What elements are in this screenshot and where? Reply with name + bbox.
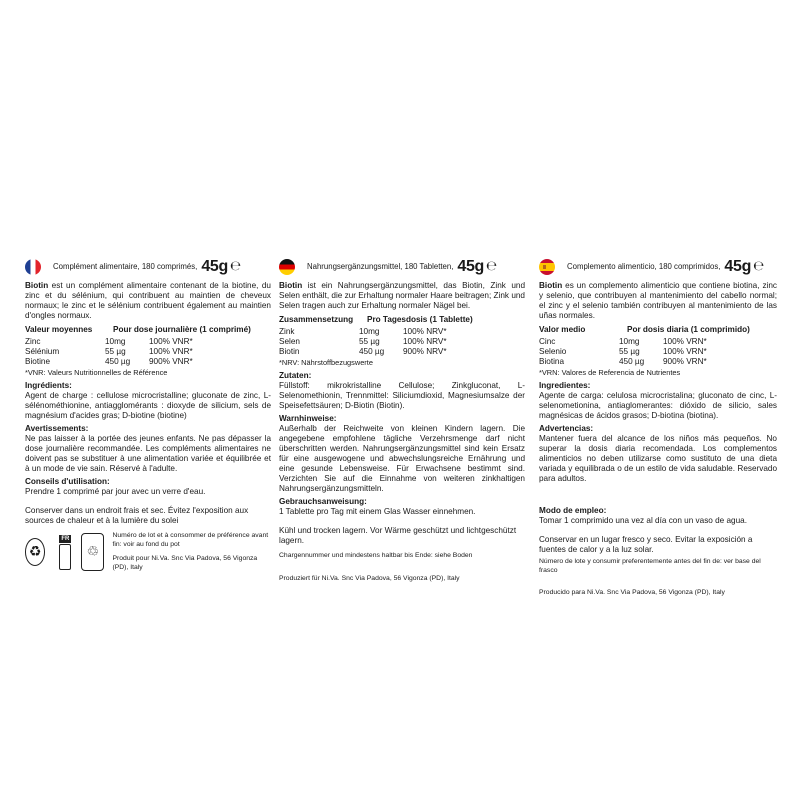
nutrient-quantity: 450 µg bbox=[105, 357, 131, 366]
usage-text: 1 Tablette pro Tag mit einem Glas Wasser einnehmen. bbox=[279, 507, 476, 516]
column-spanish bbox=[539, 258, 777, 598]
nutrient-percent: 900% VRN* bbox=[663, 357, 707, 366]
usage-heading: Conseils d'utilisation: bbox=[25, 477, 110, 486]
nutrient-percent: 100% VNR* bbox=[149, 347, 193, 356]
usage-text: Tomar 1 comprimido una vez al día con un vaso de agua. bbox=[539, 516, 747, 525]
nutrient-quantity: 10mg bbox=[105, 337, 126, 346]
col-header-values: Valor medio bbox=[539, 325, 586, 334]
nutrient-name: Biotine bbox=[25, 357, 51, 366]
product-title: Nahrungsergänzungsmittel, 180 Tabletten, bbox=[307, 262, 454, 271]
net-weight: 45g bbox=[457, 258, 485, 275]
nutrient-quantity: 450 µg bbox=[619, 357, 645, 366]
ingredients-heading: Ingredientes: bbox=[539, 381, 591, 390]
lot-info: Numéro de lot et à consommer de préférence avant fin: voir au fond du pot bbox=[112, 532, 269, 548]
france-flag-icon bbox=[25, 259, 41, 275]
nutrient-percent: 100% VRN* bbox=[663, 337, 707, 346]
brand-name: Biotin bbox=[539, 281, 563, 290]
reference-note: *NRV: Nährstoffbezugswerte bbox=[279, 358, 373, 367]
spain-flag-icon bbox=[539, 259, 555, 275]
nutrient-percent: 100% VNR* bbox=[149, 337, 193, 346]
intro-text: est un complément alimentaire contenant de la biotine, du zinc et du sélénium, qui contribuent au maintien de cheveux normaux; le zinc et le sélénium contribuent également au maintien d'ongles normaux. bbox=[25, 281, 271, 320]
nutrition-table-header bbox=[539, 325, 777, 335]
estimated-sign-icon: ℮ bbox=[229, 259, 242, 274]
nutrient-name: Biotina bbox=[539, 357, 565, 366]
table-row bbox=[25, 347, 271, 357]
table-row bbox=[539, 347, 777, 357]
recycling-info bbox=[25, 532, 271, 572]
nutrient-name: Zink bbox=[279, 327, 295, 336]
intro-text: ist ein Nahrungsergänzungsmittel, das Biotin, Zink und Selen enthält, die zur Erhaltung normaler Haare beitragen; Zink und Selen tragen auch zur Erhaltung normaler Nägel bei. bbox=[279, 281, 525, 310]
reference-note: *VNR: Valeurs Nutritionnelles de Référence bbox=[25, 368, 168, 377]
nutrient-quantity: 55 µg bbox=[105, 347, 126, 356]
ingredients-text: Füllstoff: mikrokristalline Cellulose; Zinkgluconat, L-Selenomethionin, Trennmittel: Siliciumdioxid, Magnesiumsalze der Speisefettsäuren; D-Biotin (Biotin). bbox=[279, 381, 525, 410]
storage-text: Kühl und trocken lagern. Vor Wärme geschützt und lichtgeschützt lagern. bbox=[279, 526, 517, 545]
intro-paragraph bbox=[539, 281, 777, 321]
producer-info: Produit pour Ni.Va. Snc Via Padova, 56 Vigonza (PD), Italy bbox=[112, 555, 258, 571]
product-title: Complément alimentaire, 180 comprimés, bbox=[53, 262, 198, 271]
col-header-values: Zusammensetzung bbox=[279, 315, 354, 324]
intro-text: es un complemento alimenticio que contiene biotina, zinc y selenio, que contribuyen al mantenimiento del cabello normal; el zinc y el selenio también contribuyen al mantenimiento de las uñas normales. bbox=[539, 281, 777, 320]
nutrition-table bbox=[279, 315, 525, 357]
reference-note: *VRN: Valores de Referencia de Nutrientes bbox=[539, 368, 681, 377]
lot-info: Número de lote y consumir preferentemente antes del fin de: ver base del frasco bbox=[539, 558, 761, 574]
nutrient-quantity: 10mg bbox=[619, 337, 640, 346]
table-row bbox=[25, 357, 271, 367]
estimated-sign-icon: ℮ bbox=[486, 259, 498, 274]
bottle-label: FR bbox=[61, 535, 70, 542]
nutrient-percent: 100% NRV* bbox=[403, 327, 447, 336]
warnings-text: Ne pas laisser à la portée des jeunes enfants. Ne pas dépasser la dose journalière recommandée. Les compléments alimentaires ne doivent pas se substituer à une alimentation variée et équilibrée et à un mode de vie sain. Réservé à l'adulte. bbox=[25, 434, 271, 473]
brand-name: Biotin bbox=[25, 281, 49, 290]
ingredients-heading: Zutaten: bbox=[279, 371, 312, 380]
table-row bbox=[279, 327, 525, 337]
nutrient-quantity: 55 µg bbox=[359, 337, 380, 346]
header-french bbox=[25, 258, 271, 276]
nutrient-quantity: 55 µg bbox=[619, 347, 640, 356]
ingredients-heading: Ingrédients: bbox=[25, 381, 72, 390]
warnings-heading: Avertissements: bbox=[25, 424, 89, 433]
header-german bbox=[279, 258, 525, 276]
nutrient-name: Zinc bbox=[25, 337, 41, 346]
nutrition-table-header bbox=[279, 315, 525, 325]
nutrient-name: Selen bbox=[279, 337, 300, 346]
table-row bbox=[279, 337, 525, 347]
recycle-bin-icon: ♲ bbox=[81, 533, 104, 571]
intro-paragraph bbox=[279, 281, 525, 311]
nutrient-percent: 100% VRN* bbox=[663, 347, 707, 356]
col-header-values: Valeur moyennes bbox=[25, 325, 93, 334]
col-header-dose: Por dosis diaria (1 comprimido) bbox=[627, 325, 750, 334]
estimated-sign-icon: ℮ bbox=[753, 259, 765, 274]
nutrient-name: Selenio bbox=[539, 347, 567, 356]
intro-paragraph bbox=[25, 281, 271, 321]
table-row bbox=[539, 357, 777, 367]
warnings-heading: Warnhinweise: bbox=[279, 414, 337, 423]
col-header-dose: Pro Tagesdosis (1 Tablette) bbox=[367, 315, 473, 324]
nutrient-percent: 100% NRV* bbox=[403, 337, 447, 346]
usage-heading: Modo de empleo: bbox=[539, 506, 607, 515]
brand-name: Biotin bbox=[279, 281, 303, 290]
bottle-icon bbox=[59, 535, 71, 570]
ingredients-text: Agente de carga: celulosa microcristalina; gluconato de cinc, L-selenometionina, antiaglomerantes: dióxido de silicio, sales magnésicas de ácidos grasos; D-biotina (biotina). bbox=[539, 391, 777, 420]
warnings-text: Mantener fuera del alcance de los niños más pequeños. No superar la dosis diaria recomendada. Los complementos alimenticios no deben utilizarse como sustituto de una dieta variada y equilibrada o de un estilo de vida saludable. Reservado para adultos. bbox=[539, 434, 777, 483]
warnings-text: Außerhalb der Reichweite von kleinen Kindern lagern. Die angegebene empfohlene tägliche Verzehrsmenge darf nicht überschritten werden. Nahrungsergänzungsmittel sind kein Ersatz für eine ausgewogene und abwechslungsreiche Ernährung und eine gesunde Lebensweise. Für Erwachsene bestimmt sind. Verzichten Sie auf die Einnahme von weiteren zinkhaltigen Nahrungsergänzungsmitteln. bbox=[279, 424, 525, 493]
ingredients-text: Agent de charge : cellulose microcristalline; gluconate de zinc, L-sélénométhionine, antiagglomérants : dioxyde de silicium, sels de magnésium d'acides gras; D-biotine (biotine) bbox=[25, 391, 271, 420]
nutrition-table bbox=[25, 325, 271, 367]
nutrient-name: Sélénium bbox=[25, 347, 60, 356]
column-german bbox=[279, 258, 525, 583]
recycling-person-icon: ♻ bbox=[25, 538, 45, 566]
nutrition-table-header bbox=[25, 325, 271, 335]
producer-info: Producido para Ni.Va. Snc Via Padova, 56 Vigonza (PD), Italy bbox=[539, 589, 725, 596]
product-title: Complemento alimenticio, 180 comprimidos, bbox=[567, 262, 721, 271]
icons-notes bbox=[112, 532, 271, 572]
lot-info: Chargennummer und mindestens haltbar bis Ende: siehe Boden bbox=[279, 552, 473, 559]
net-weight: 45g bbox=[724, 258, 752, 275]
table-row bbox=[279, 347, 525, 357]
col-header-dose: Pour dose journalière (1 comprimé) bbox=[113, 325, 251, 334]
storage-text: Conserver dans un endroit frais et sec. Évitez l'exposition aux sources de chaleur et à la lumière du solei bbox=[25, 506, 249, 525]
nutrient-percent: 900% VNR* bbox=[149, 357, 193, 366]
storage-text: Conservar en un lugar fresco y seco. Evitar la exposición a fuentes de calor y a la luz solar. bbox=[539, 535, 753, 554]
usage-text: Prendre 1 comprimé par jour avec un verre d'eau. bbox=[25, 487, 206, 496]
nutrient-quantity: 10mg bbox=[359, 327, 380, 336]
header-spanish bbox=[539, 258, 777, 276]
producer-info: Produziert für Ni.Va. Snc Via Padova, 56 Vigonza (PD), Italy bbox=[279, 574, 460, 582]
usage-heading: Gebrauchsanweisung: bbox=[279, 497, 367, 506]
nutrient-percent: 900% NRV* bbox=[403, 347, 447, 356]
nutrient-name: Biotin bbox=[279, 347, 300, 356]
nutrition-table bbox=[539, 325, 777, 367]
table-row bbox=[25, 337, 271, 347]
net-weight: 45g bbox=[201, 258, 228, 275]
warnings-heading: Advertencias: bbox=[539, 424, 594, 433]
column-french bbox=[25, 258, 271, 572]
table-row bbox=[539, 337, 777, 347]
germany-flag-icon bbox=[279, 259, 295, 275]
nutrient-name: Cinc bbox=[539, 337, 556, 346]
nutrient-quantity: 450 µg bbox=[359, 347, 385, 356]
